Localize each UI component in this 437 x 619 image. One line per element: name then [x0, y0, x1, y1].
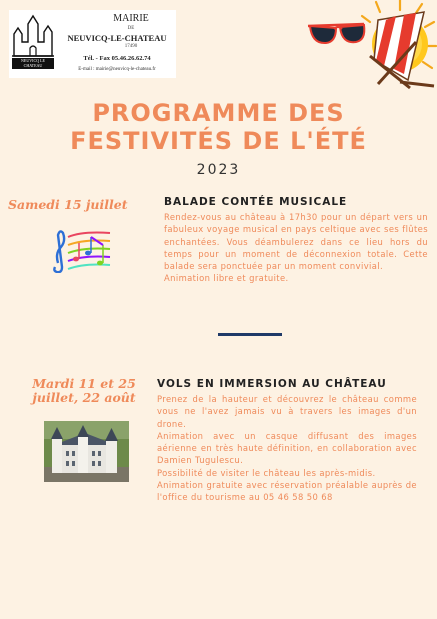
program-title-line2: FESTIVITÉS DE L'ÉTÉ: [70, 127, 367, 155]
event2-body-booking: Animation gratuite avec réservation préalable auprès de l'office du tourisme au 05 46 58 50 68: [157, 480, 417, 503]
event1-description: [164, 211, 428, 285]
summer-sun-deckchair-icon: [304, 0, 437, 94]
event2-description: [157, 393, 417, 504]
de-label: DE: [127, 26, 135, 31]
event1-body: Rendez-vous au château à 17h30 pour un départ vers un fabuleux voyage musical en pays celtique avec ses flûtes enchantées. Vous déambulerez dans ce lieu hors du temps pour un moment de déconnexion totale. Cette balade sera ponctuée par un moment convivial.: [164, 212, 428, 272]
mairie-label: MAIRIE: [113, 13, 149, 24]
event2-heading: VOLS EN IMMERSION AU CHÂTEAU: [157, 378, 387, 390]
postcode: 17490: [124, 44, 138, 49]
event1-heading: BALADE CONTÉE MUSICALE: [164, 196, 348, 208]
event2-body-visit: Possibilité de visiter le château les après-midis.: [157, 467, 376, 478]
event2-date-line2: juillet, 22 août: [32, 390, 136, 405]
event2-date-line1: Mardi 11 et 25: [32, 376, 136, 391]
program-title-line1: PROGRAMME DES: [92, 99, 345, 127]
phone-fax: Tél. - Fax 05.46.26.62.74: [83, 55, 151, 62]
event2-body: Prenez de la hauteur et découvrez le château comme vous ne l'avez jamais vu à travers les images d'un drone.: [157, 394, 417, 429]
emblem-caption: NEUVICQ LE CHATEAU: [21, 58, 45, 68]
event1-body-note: Animation libre et gratuite.: [164, 273, 289, 284]
music-notes-icon: [52, 227, 114, 273]
event2-body-animation: Animation avec un casque diffusant des images aérienne en très haute définition, en collaboration avec Damien Tugulescu.: [157, 430, 417, 466]
event1-date: Samedi 15 juillet: [8, 197, 128, 212]
email-address: E-mail : mairie@neuvicq-le-chateau.fr: [78, 67, 156, 72]
section-divider: [218, 333, 282, 336]
castle-aerial-photo: [44, 421, 129, 482]
commune-name: NEUVICQ-LE-CHATEAU: [67, 33, 167, 43]
program-year: 2023: [196, 162, 241, 178]
